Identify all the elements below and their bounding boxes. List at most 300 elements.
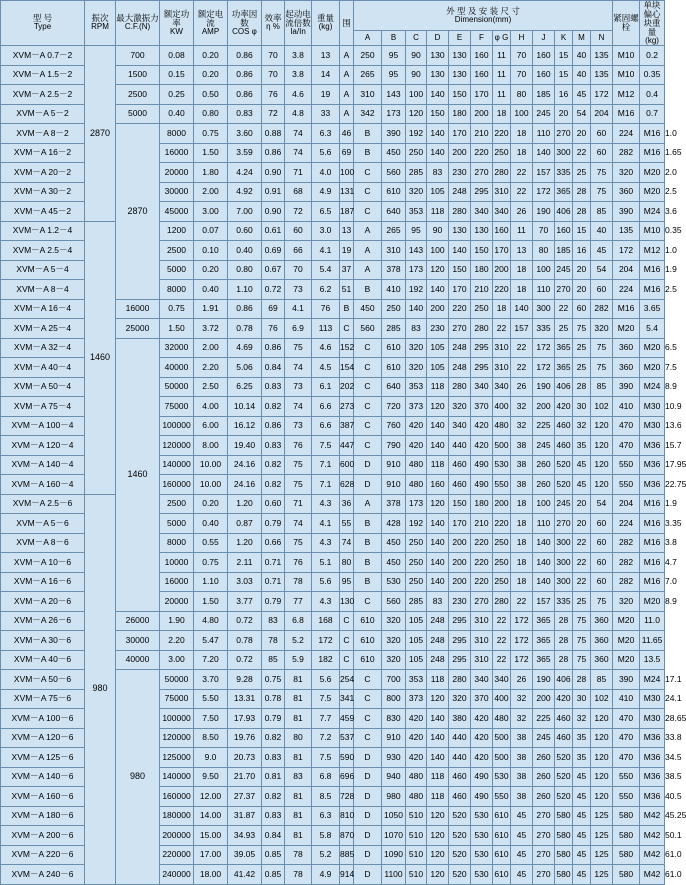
cell-type: XVM－A 100－6 — [1, 709, 85, 729]
cell-dim-k: 25 — [555, 319, 573, 339]
cell-dim-k: 28 — [573, 182, 591, 202]
cell-dim-h: 70 — [533, 221, 555, 241]
cell-dim-n: 390 — [613, 202, 640, 222]
header-dim-c: C — [406, 30, 427, 45]
cell-bolt: M20 — [640, 163, 665, 183]
table-row: XVM－A 160－6 160000 12.00 27.37 0.82 81 8.5 728 D 980 480 118 460 490 550 38 260 520 45 120 550 M36 40.5 — [1, 787, 665, 807]
cell-dim-d: 520 — [449, 845, 471, 865]
cell-dim-φg: 32 — [511, 397, 533, 417]
cell-dim-j: 406 — [555, 202, 573, 222]
cell-cos: 0.71 — [262, 572, 285, 592]
cell-dim-k: 22 — [573, 533, 591, 553]
cell-dim-f: 500 — [493, 436, 511, 456]
cell-type: XVM－A 40－4 — [1, 358, 85, 378]
cell-dim-k: 45 — [573, 787, 591, 807]
cell-power: 10.00 — [194, 455, 228, 475]
cell-dim-h: 80 — [511, 85, 533, 105]
cell-dim-b: 480 — [406, 767, 427, 787]
cell-efficiency: 81 — [285, 787, 312, 807]
cell-amp: 0.40 — [228, 241, 262, 261]
cell-dim-c: 83 — [406, 319, 427, 339]
cell-dim-h: 270 — [533, 806, 555, 826]
cell-dim-e: 420 — [471, 748, 493, 768]
cell-dim-e: 270 — [449, 319, 471, 339]
cell-dim-k: 45 — [573, 475, 591, 495]
cell-start-ratio: 6.2 — [312, 280, 340, 300]
cell-dim-n: 224 — [613, 514, 640, 534]
cell-dim-n: 580 — [613, 826, 640, 846]
cell-cos: 0.78 — [228, 319, 262, 339]
cell-start-ratio: 7.1 — [312, 455, 340, 475]
cell-frame: B — [340, 299, 354, 319]
cell-efficiency: 60 — [285, 221, 312, 241]
cell-power: 14.00 — [194, 806, 228, 826]
cell-force: 2500 — [160, 241, 194, 261]
cell-dim-φg: 11 — [493, 65, 511, 85]
cell-start-ratio: 5.1 — [312, 553, 340, 573]
cell-amp: 21.70 — [228, 767, 262, 787]
cell-dim-h: 225 — [533, 416, 555, 436]
cell-force: 240000 — [160, 865, 194, 885]
cell-dim-b: 250 — [382, 299, 406, 319]
cell-dim-a: 378 — [382, 260, 406, 280]
cell-dim-d: 230 — [427, 319, 449, 339]
header-amp: 额定电流 AMP — [194, 1, 228, 46]
cell-efficiency: 73 — [285, 416, 312, 436]
cell-power: 1.50 — [194, 143, 228, 163]
cell-dim-d: 248 — [449, 358, 471, 378]
cell-dim-m: 102 — [591, 689, 613, 709]
cell-dim-j: 335 — [555, 592, 573, 612]
cell-dim-n: 470 — [613, 416, 640, 436]
cell-dim-d: 280 — [449, 202, 471, 222]
cell-dim-m: 54 — [573, 104, 591, 124]
cell-efficiency: 81 — [285, 748, 312, 768]
cell-bolt: M20 — [640, 338, 665, 358]
cell-weight: 273 — [340, 397, 354, 417]
cell-power: 2.00 — [194, 182, 228, 202]
cell-dim-j: 335 — [555, 163, 573, 183]
cell-start-ratio: 4.6 — [285, 85, 312, 105]
cell-force: 120000 — [160, 728, 194, 748]
cell-bolt: M24 — [640, 202, 665, 222]
cell-dim-m: 75 — [591, 592, 613, 612]
cell-dim-f: 250 — [471, 299, 493, 319]
cell-dim-k: 20 — [573, 494, 591, 514]
cell-dim-b: 320 — [382, 631, 406, 651]
cell-type: XVM－A 140－4 — [1, 455, 85, 475]
cell-dim-j: 520 — [555, 767, 573, 787]
cell-bolt: M20 — [613, 611, 640, 631]
header-force: 最大激振力 C.F.(N) — [116, 1, 160, 46]
cell-bolt: M20 — [613, 631, 640, 651]
cell-force: 140000 — [160, 767, 194, 787]
cell-bolt: M16 — [613, 104, 640, 124]
cell-bolt: M16 — [640, 260, 665, 280]
cell-dim-φg: 45 — [511, 806, 533, 826]
cell-dim-k: 32 — [573, 709, 591, 729]
cell-efficiency: 76 — [285, 553, 312, 573]
cell-dim-e: 420 — [471, 728, 493, 748]
cell-dim-j: 520 — [555, 475, 573, 495]
cell-dim-f: 400 — [493, 397, 511, 417]
cell-dim-e: 130 — [449, 46, 471, 66]
cell-amp: 3.72 — [194, 319, 228, 339]
cell-dim-a: 265 — [354, 65, 382, 85]
cell-dim-f: 250 — [493, 533, 511, 553]
cell-dim-m: 125 — [591, 845, 613, 865]
header-dim-e: E — [449, 30, 471, 45]
cell-dim-φg: 18 — [511, 260, 533, 280]
cell-cos: 0.82 — [262, 728, 285, 748]
cell-dim-n: 410 — [613, 689, 640, 709]
cell-weight: 14 — [312, 65, 340, 85]
cell-efficiency: 80 — [285, 728, 312, 748]
cell-dim-d: 460 — [449, 475, 471, 495]
cell-power: 0.40 — [194, 514, 228, 534]
cell-weight: 33 — [312, 104, 340, 124]
cell-type: XVM－A 26－6 — [1, 611, 85, 631]
cell-dim-c: 120 — [427, 494, 449, 514]
cell-dim-e: 210 — [471, 514, 493, 534]
cell-power: 7.50 — [194, 709, 228, 729]
cell-cos: 0.69 — [262, 241, 285, 261]
cell-dim-n: 360 — [591, 650, 613, 670]
cell-dim-n: 470 — [613, 748, 640, 768]
cell-efficiency: 75 — [285, 533, 312, 553]
cell-dim-f: 610 — [493, 806, 511, 826]
cell-cos: 0.88 — [262, 124, 285, 144]
cell-dim-j: 245 — [533, 104, 555, 124]
cell-frame: C — [354, 358, 382, 378]
cell-dim-φg: 26 — [511, 670, 533, 690]
cell-amp: 1.10 — [228, 280, 262, 300]
cell-dim-a: 610 — [382, 338, 406, 358]
cell-dim-j: 335 — [533, 319, 555, 339]
header-eccentric-weight: 单块偏心块重量 (kg) — [640, 1, 665, 46]
cell-cos: 0.90 — [262, 163, 285, 183]
cell-eccentric-weight: 13.5 — [640, 650, 665, 670]
cell-force: 16000 — [116, 299, 160, 319]
cell-force: 40000 — [160, 358, 194, 378]
cell-frame: C — [354, 592, 382, 612]
cell-dim-a: 250 — [354, 46, 382, 66]
cell-type: XVM－A 10－6 — [1, 553, 85, 573]
cell-dim-k: 28 — [573, 377, 591, 397]
cell-bolt: M42 — [640, 826, 665, 846]
cell-type: XVM－A 125－6 — [1, 748, 85, 768]
cell-start-ratio: 4.1 — [312, 514, 340, 534]
cell-dim-d: 130 — [427, 46, 449, 66]
cell-dim-e: 295 — [449, 631, 471, 651]
cell-type: XVM－A 50－4 — [1, 377, 85, 397]
cell-dim-m: 75 — [591, 338, 613, 358]
cell-start-ratio: 7.5 — [312, 436, 340, 456]
table-row: XVM－A 140－6 140000 9.50 21.70 0.81 83 6.8 696 D 940 480 118 460 490 530 38 260 520 45 120 550 M36 38.5 — [1, 767, 665, 787]
cell-eccentric-weight: 11.65 — [640, 631, 665, 651]
cell-dim-e: 530 — [471, 865, 493, 885]
header-weight: 重量 (kg) — [312, 1, 340, 46]
cell-dim-a: 800 — [382, 689, 406, 709]
table-row: XVM－A 10－6 10000 0.75 2.11 0.71 76 5.1 80 B 450 250 140 200 220 250 18 140 300 22 60 282 M16 4.7 — [1, 553, 665, 573]
cell-dim-j: 300 — [555, 533, 573, 553]
header-dim-k: K — [555, 30, 573, 45]
cell-dim-m: 125 — [591, 865, 613, 885]
cell-dim-m: 120 — [591, 455, 613, 475]
cell-dim-a: 310 — [354, 85, 382, 105]
cell-dim-b: 320 — [382, 611, 406, 631]
cell-dim-h: 270 — [533, 826, 555, 846]
cell-dim-b: 250 — [406, 143, 427, 163]
cell-dim-e: 220 — [471, 143, 493, 163]
cell-dim-k: 22 — [573, 553, 591, 573]
cell-eccentric-weight: 5.4 — [640, 319, 665, 339]
cell-dim-φg: 32 — [511, 709, 533, 729]
cell-weight: 728 — [340, 787, 354, 807]
cell-frame: A — [354, 494, 382, 514]
cell-bolt: M16 — [640, 143, 665, 163]
cell-dim-j: 460 — [555, 436, 573, 456]
cell-efficiency: 76 — [262, 319, 285, 339]
cell-start-ratio: 4.8 — [285, 104, 312, 124]
cell-dim-h: 270 — [533, 865, 555, 885]
cell-dim-a: 1090 — [382, 845, 406, 865]
cell-cos: 0.86 — [262, 143, 285, 163]
cell-dim-φg: 22 — [511, 338, 533, 358]
cell-dim-n: 224 — [613, 124, 640, 144]
cell-dim-d: 520 — [449, 826, 471, 846]
cell-dim-c: 118 — [427, 455, 449, 475]
cell-dim-φg: 22 — [511, 358, 533, 378]
cell-dim-m: 120 — [591, 787, 613, 807]
cell-start-ratio: 4.1 — [285, 299, 312, 319]
cell-dim-e: 150 — [449, 85, 471, 105]
cell-dim-a: 428 — [382, 514, 406, 534]
cell-amp: 4.80 — [194, 611, 228, 631]
cell-weight: 113 — [312, 319, 340, 339]
cell-dim-j: 245 — [555, 260, 573, 280]
cell-dim-a: 342 — [354, 104, 382, 124]
cell-weight: 55 — [340, 514, 354, 534]
cell-efficiency: 69 — [262, 299, 285, 319]
cell-type: XVM－A 50－6 — [1, 670, 85, 690]
cell-bolt: M36 — [640, 455, 665, 475]
cell-dim-c: 120 — [427, 806, 449, 826]
cell-power: 4.00 — [194, 397, 228, 417]
cell-dim-j: 300 — [533, 299, 555, 319]
cell-dim-d: 248 — [449, 338, 471, 358]
cell-type: XVM－A 32－4 — [1, 338, 85, 358]
header-dim-f: F — [471, 30, 493, 45]
cell-dim-e: 295 — [471, 182, 493, 202]
cell-dim-j: 365 — [555, 338, 573, 358]
cell-weight: 696 — [340, 767, 354, 787]
cell-dim-f: 280 — [493, 163, 511, 183]
cell-dim-f: 340 — [493, 670, 511, 690]
cell-dim-a: 790 — [382, 436, 406, 456]
cell-efficiency: 71 — [285, 494, 312, 514]
cell-dim-j: 520 — [555, 787, 573, 807]
cell-dim-c: 90 — [406, 46, 427, 66]
cell-type: XVM－A 30－6 — [1, 631, 85, 651]
cell-cos: 0.86 — [228, 46, 262, 66]
cell-dim-h: 172 — [533, 358, 555, 378]
cell-dim-f: 340 — [493, 377, 511, 397]
cell-dim-k: 28 — [555, 650, 573, 670]
cell-power: 0.75 — [194, 124, 228, 144]
cell-type: XVM－A 0.7－2 — [1, 46, 85, 66]
cell-dim-φg: 26 — [511, 202, 533, 222]
cell-dim-h: 140 — [533, 553, 555, 573]
cell-dim-m: 60 — [591, 143, 613, 163]
cell-dim-k: 25 — [573, 338, 591, 358]
cell-weight: 341 — [340, 689, 354, 709]
cell-dim-k: 28 — [573, 670, 591, 690]
cell-dim-k: 15 — [555, 46, 573, 66]
cell-dim-f: 170 — [471, 85, 493, 105]
cell-efficiency: 75 — [285, 475, 312, 495]
cell-dim-k: 20 — [573, 280, 591, 300]
cell-dim-f: 530 — [493, 767, 511, 787]
cell-dim-c: 120 — [406, 104, 427, 124]
cell-start-ratio: 6.9 — [285, 319, 312, 339]
cell-dim-φg: 38 — [511, 728, 533, 748]
cell-power: 0.07 — [194, 221, 228, 241]
cell-dim-c: 120 — [427, 865, 449, 885]
cell-dim-φg: 22 — [511, 163, 533, 183]
cell-dim-j: 406 — [555, 670, 573, 690]
cell-frame: C — [340, 319, 354, 339]
table-row: XVM－A 100－4 100000 6.00 16.12 0.86 73 6.6 387 C 760 420 140 340 420 480 32 225 460 32 120 470 M30 13.6 — [1, 416, 665, 436]
cell-dim-a: 720 — [382, 397, 406, 417]
cell-dim-a: 1050 — [382, 806, 406, 826]
cell-bolt: M42 — [640, 865, 665, 885]
cell-dim-a: 940 — [382, 767, 406, 787]
cell-dim-d: 460 — [449, 787, 471, 807]
cell-dim-m: 120 — [591, 416, 613, 436]
cell-rpm: 2870 — [85, 46, 116, 222]
cell-amp: 9.28 — [228, 670, 262, 690]
cell-amp: 3.03 — [228, 572, 262, 592]
cell-weight: 36 — [340, 494, 354, 514]
cell-efficiency: 73 — [285, 280, 312, 300]
cell-type: XVM－A 1.5－2 — [1, 65, 85, 85]
cell-force: 180000 — [160, 806, 194, 826]
cell-power: 8.50 — [194, 728, 228, 748]
cell-dim-a: 830 — [382, 709, 406, 729]
cell-power: 1.50 — [194, 592, 228, 612]
cell-dim-c: 140 — [427, 553, 449, 573]
cell-cos: 0.84 — [262, 826, 285, 846]
table-row: XVM－A 5－6 5000 0.40 0.87 0.79 74 4.1 55 B 428 192 140 170 210 220 18 110 270 20 60 224 M16 3.35 — [1, 514, 665, 534]
cell-dim-b: 173 — [406, 494, 427, 514]
cell-frame: A — [340, 65, 354, 85]
cell-start-ratio: 4.0 — [312, 163, 340, 183]
cell-dim-b: 420 — [406, 748, 427, 768]
header-row-1 — [1, 1, 665, 31]
cell-force: 20000 — [160, 163, 194, 183]
cell-bolt: M16 — [640, 514, 665, 534]
cell-dim-b: 510 — [406, 806, 427, 826]
cell-dim-e: 340 — [471, 202, 493, 222]
cell-dim-k: 45 — [573, 455, 591, 475]
table-row: XVM－A 16－2 16000 1.50 3.59 0.86 74 5.6 69 B 450 250 140 200 220 250 18 140 300 22 60 282 M16 1.65 — [1, 143, 665, 163]
cell-dim-n: 204 — [613, 260, 640, 280]
cell-power: 2.20 — [160, 631, 194, 651]
cell-dim-b: 320 — [382, 650, 406, 670]
cell-frame: C — [354, 670, 382, 690]
cell-frame: D — [354, 455, 382, 475]
cell-start-ratio: 5.2 — [312, 845, 340, 865]
cell-efficiency: 72 — [285, 202, 312, 222]
cell-type: XVM－A 2.5－6 — [1, 494, 85, 514]
cell-power: 3.70 — [194, 670, 228, 690]
cell-power: 0.15 — [160, 65, 194, 85]
cell-frame: B — [354, 124, 382, 144]
cell-dim-c: 140 — [427, 748, 449, 768]
cell-dim-c: 105 — [427, 358, 449, 378]
cell-cos: 0.86 — [228, 85, 262, 105]
cell-weight: 172 — [312, 631, 340, 651]
cell-force: 30000 — [116, 631, 160, 651]
cell-weight: 19 — [340, 241, 354, 261]
cell-dim-n: 360 — [591, 631, 613, 651]
cell-dim-b: 353 — [406, 670, 427, 690]
cell-dim-n: 282 — [613, 533, 640, 553]
cell-efficiency: 78 — [262, 631, 285, 651]
cell-bolt: M10 — [613, 46, 640, 66]
cell-cos: 0.86 — [262, 416, 285, 436]
cell-dim-n: 550 — [613, 455, 640, 475]
cell-dim-k: 28 — [573, 202, 591, 222]
cell-power: 0.55 — [194, 533, 228, 553]
cell-start-ratio: 4.6 — [312, 338, 340, 358]
cell-dim-f: 250 — [493, 553, 511, 573]
cell-bolt: M16 — [640, 572, 665, 592]
cell-weight: 130 — [340, 592, 354, 612]
cell-cos: 0.66 — [262, 533, 285, 553]
cell-dim-a: 450 — [382, 533, 406, 553]
cell-bolt: M36 — [640, 748, 665, 768]
cell-amp: 17.93 — [228, 709, 262, 729]
cell-amp: 1.91 — [194, 299, 228, 319]
cell-dim-φg: 32 — [511, 416, 533, 436]
cell-dim-m: 45 — [591, 241, 613, 261]
header-power: 额定功率 KW — [160, 1, 194, 46]
cell-type: XVM－A 45－2 — [1, 202, 85, 222]
cell-weight: 69 — [340, 143, 354, 163]
table-row: XVM－A 75－6 75000 5.50 13.31 0.78 81 7.5 341 C 800 373 120 320 370 400 32 200 420 30 102 410 M30 24.1 — [1, 689, 665, 709]
cell-dim-b: 143 — [406, 241, 427, 261]
cell-dim-n: 172 — [591, 85, 613, 105]
cell-dim-f: 400 — [493, 689, 511, 709]
cell-dim-f: 310 — [471, 650, 493, 670]
cell-dim-a: 560 — [382, 163, 406, 183]
cell-dim-e: 220 — [471, 572, 493, 592]
cell-dim-d: 460 — [449, 767, 471, 787]
cell-dim-e: 490 — [471, 767, 493, 787]
cell-dim-c: 120 — [427, 260, 449, 280]
cell-dim-h: 245 — [533, 728, 555, 748]
cell-eccentric-weight: 11.0 — [640, 611, 665, 631]
cell-type: XVM－A 180－6 — [1, 806, 85, 826]
table-row: XVM－A 16－6 16000 1.10 3.03 0.71 78 5.6 95 B 530 250 140 200 220 250 18 140 300 22 60 282 M16 7.0 — [1, 572, 665, 592]
cell-dim-a: 610 — [382, 358, 406, 378]
cell-force: 1500 — [116, 65, 160, 85]
cell-dim-e: 530 — [471, 806, 493, 826]
cell-dim-h: 225 — [533, 709, 555, 729]
cell-cos: 0.91 — [262, 182, 285, 202]
